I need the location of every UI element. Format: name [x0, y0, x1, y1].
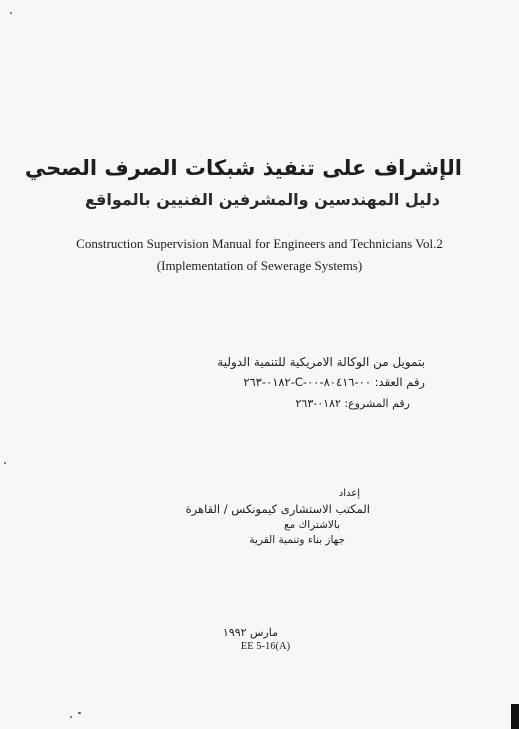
english-title: Construction Supervision Manual for Engineers and Technicians Vol.2 — [76, 236, 443, 251]
publication-date: مارس ١٩٩٢ — [222, 626, 278, 639]
scan-speck — [78, 712, 81, 714]
scan-speck — [4, 462, 6, 464]
partner-organization: جهاز بناء وتنمية القرية — [249, 534, 345, 546]
scan-edge-mark — [511, 704, 519, 729]
funding-statement: بتمويل من الوكالة الامريكية للتنمية الدولية — [217, 355, 425, 369]
prepared-by-label: إعداد — [338, 488, 360, 499]
contract-number: رقم العقد: ٠٠-٨٠٤١٦-٠٠-C-٠١٨٢-٢٦٣ — [243, 375, 425, 389]
arabic-title: الإشراف على تنفيذ شبكات الصرف الصحي — [24, 156, 462, 180]
project-number: رقم المشروع: ٠١٨٢-٢٦٣ — [295, 397, 410, 410]
consultant-organization: المكتب الاستشارى كيمونكس / القاهرة — [185, 502, 370, 516]
cooperation-label: بالاشتراك مع — [284, 519, 340, 531]
arabic-subtitle: دليل المهندسين والمشرفين الفنيين بالمواقع — [84, 190, 440, 209]
document-code: EE 5-16(A) — [240, 641, 291, 652]
scan-speck — [10, 12, 12, 14]
english-subtitle: (Implementation of Sewerage Systems) — [156, 258, 363, 273]
scan-speck — [70, 716, 72, 718]
